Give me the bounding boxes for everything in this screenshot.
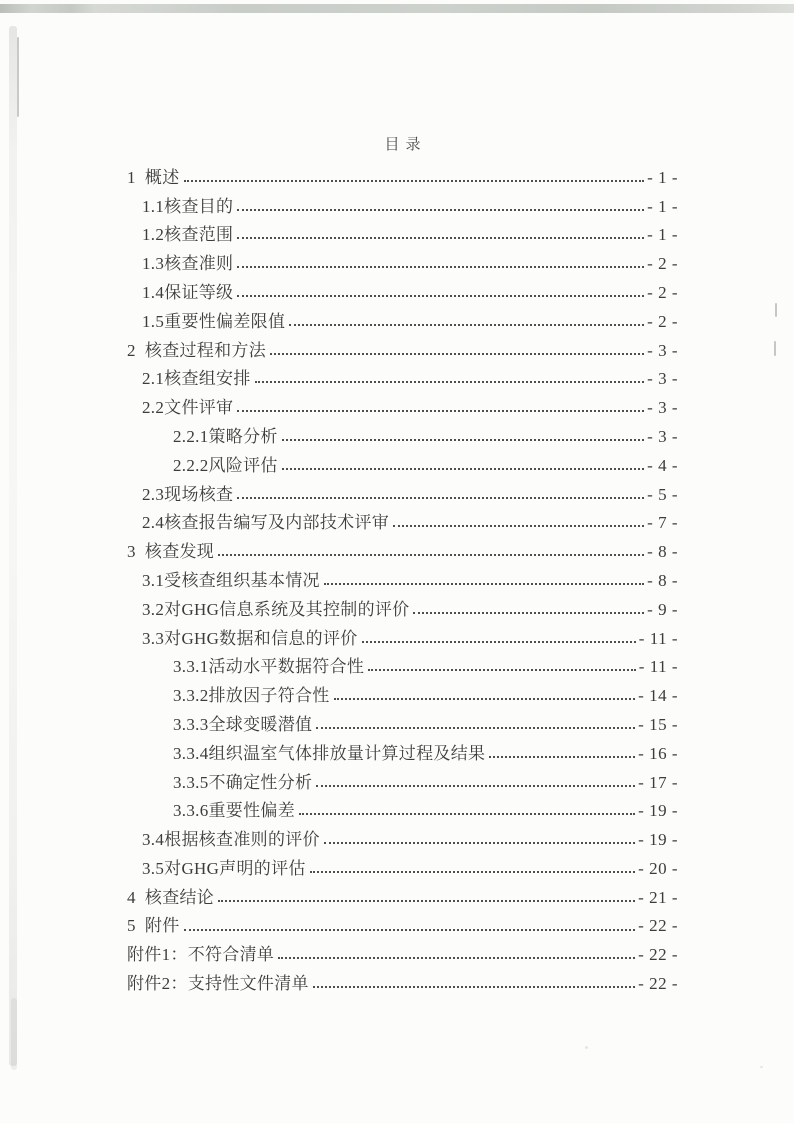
toc-entry-label: 3.3.6重要性偏差 [173,801,295,821]
toc-entry-label: 1.1核查目的 [142,196,234,216]
toc-leader-dots [282,468,644,470]
toc-entry [127,619,678,648]
toc-entry-page: - 15 - [638,714,678,734]
toc-entry-label: 5 附件 [127,916,180,936]
toc-entry-page: - 19 - [638,830,678,850]
toc-leader-dots [237,295,644,297]
toc-entry-page: - 1 - [647,196,678,216]
scan-artifact-left-band [9,26,17,1066]
toc-entry-page: - 8 - [647,570,678,590]
toc-entry [127,446,678,475]
toc-entry [127,590,678,619]
toc-entry-label: 附件2：支持性文件清单 [127,974,309,994]
toc-entry-page: - 3 - [647,340,678,360]
toc-entry-label: 2.3现场核查 [142,484,234,504]
toc-leader-dots [316,785,635,787]
toc-entry [127,763,678,792]
toc-entry-page: - 1 - [647,167,678,187]
toc-entry-label: 2.4核查报告编写及内部技术评审 [142,513,390,533]
toc-entry [127,216,678,245]
toc-entry [127,504,678,533]
toc-entry [127,302,678,331]
toc-entry [127,417,678,446]
toc-entry-label: 2.2.2风险评估 [173,455,278,475]
toc-leader-dots [218,900,635,902]
toc-entry-page: - 16 - [638,743,678,763]
toc-leader-dots [324,842,635,844]
toc-entry [127,187,678,216]
toc-entry-label: 1.4保证等级 [142,282,234,302]
toc-list [127,158,678,993]
toc-entry-label: 3.1受核查组织基本情况 [142,570,320,590]
toc-entry-page: - 22 - [638,945,678,965]
toc-entry [127,849,678,878]
scan-artifact-right-dash [775,303,777,317]
toc-leader-dots [184,180,645,182]
toc-entry-label: 3.3.1活动水平数据符合性 [173,657,365,677]
toc-entry-label: 2 核查过程和方法 [127,340,266,360]
toc-entry-label: 4 核查结论 [127,887,215,907]
toc-entry-label: 3.3对GHG数据和信息的评价 [142,628,358,648]
toc-entry [127,273,678,302]
toc-entry [127,964,678,993]
toc-entry-page: - 8 - [647,542,678,562]
scan-artifact-left-smudge [11,998,17,1070]
toc-entry-page: - 4 - [647,455,678,475]
toc-entry-label: 1 概述 [127,167,180,187]
toc-entry-page: - 22 - [638,974,678,994]
toc-entry-label: 3 核查发现 [127,542,215,562]
toc-entry [127,244,678,273]
toc-entry-label: 1.3核查准则 [142,254,234,274]
toc-entry [127,792,678,821]
toc-leader-dots [218,554,644,556]
toc-entry [127,705,678,734]
toc-leader-dots [324,583,644,585]
toc-entry-label: 3.2对GHG信息系统及其控制的评价 [142,599,410,619]
toc-leader-dots [413,612,644,614]
toc-entry [127,388,678,417]
toc-leader-dots [237,209,644,211]
toc-entry [127,820,678,849]
toc-entry [127,561,678,590]
toc-entry-label: 1.2核查范围 [142,225,234,245]
toc-entry-label: 2.2.1策略分析 [173,426,278,446]
scan-artifact-right-dash [774,341,776,356]
toc-leader-dots [184,929,636,931]
toc-entry [127,331,678,360]
toc-entry [127,360,678,389]
toc-entry-page: - 19 - [638,801,678,821]
toc-entry-page: - 14 - [638,686,678,706]
toc-leader-dots [313,986,635,988]
toc-entry-page: - 21 - [638,887,678,907]
toc-entry-label: 1.5重要性偏差限值 [142,311,286,331]
toc-entry-page: - 3 - [647,398,678,418]
toc-entry-page: - 2 - [647,311,678,331]
scan-artifact-speck [585,1046,588,1049]
toc-entry-page: - 2 - [647,282,678,302]
toc-entry-page: - 7 - [647,513,678,533]
toc-entry-page: - 11 - [638,657,678,677]
toc-title: 目录 [384,137,427,153]
toc-leader-dots [237,237,644,239]
toc-leader-dots [299,813,635,815]
toc-entry-page: - 20 - [638,858,678,878]
toc-entry [127,532,678,561]
toc-entry-page: - 2 - [647,254,678,274]
toc-entry [127,734,678,763]
toc-leader-dots [278,957,635,959]
toc-entry-page: - 11 - [638,628,678,648]
toc-entry-page: - 5 - [647,484,678,504]
toc-entry [127,878,678,907]
toc-entry-page: - 9 - [647,599,678,619]
toc-entry [127,648,678,677]
toc-leader-dots [316,727,635,729]
toc-leader-dots [255,381,645,383]
toc-leader-dots [270,353,644,355]
toc-entry-label: 3.3.2排放因子符合性 [173,686,330,706]
toc-leader-dots [362,641,636,643]
toc-entry [127,676,678,705]
toc-entry-page: - 3 - [647,369,678,389]
toc-entry-label: 2.1核查组安排 [142,369,251,389]
toc-content [127,133,678,993]
toc-entry-label: 3.4根据核查准则的评价 [142,830,320,850]
toc-entry-label: 2.2文件评审 [142,398,234,418]
toc-leader-dots [282,439,644,441]
toc-leader-dots [393,525,644,527]
toc-entry-page: - 3 - [647,426,678,446]
scan-artifact-speck [760,1066,763,1068]
toc-entry [127,158,678,187]
toc-entry-page: - 17 - [638,772,678,792]
toc-entry-label: 3.3.4组织温室气体排放量计算过程及结果 [173,743,486,763]
toc-leader-dots [368,669,636,671]
scan-artifact-left-mark [17,37,19,117]
toc-entry [127,936,678,965]
toc-leader-dots [289,324,644,326]
toc-leader-dots [237,266,644,268]
scan-artifact-top-strip [0,4,794,13]
toc-entry-page: - 1 - [647,225,678,245]
toc-entry-label: 3.3.3全球变暖潜值 [173,714,313,734]
toc-entry-label: 附件1：不符合清单 [127,945,275,965]
toc-entry-label: 3.5对GHG声明的评估 [142,858,306,878]
toc-entry [127,907,678,936]
toc-leader-dots [334,698,636,700]
toc-entry-page: - 22 - [638,916,678,936]
toc-leader-dots [310,871,635,873]
toc-leader-dots [489,756,635,758]
toc-leader-dots [237,410,644,412]
toc-entry [127,475,678,504]
toc-leader-dots [237,497,644,499]
toc-entry-label: 3.3.5不确定性分析 [173,772,313,792]
